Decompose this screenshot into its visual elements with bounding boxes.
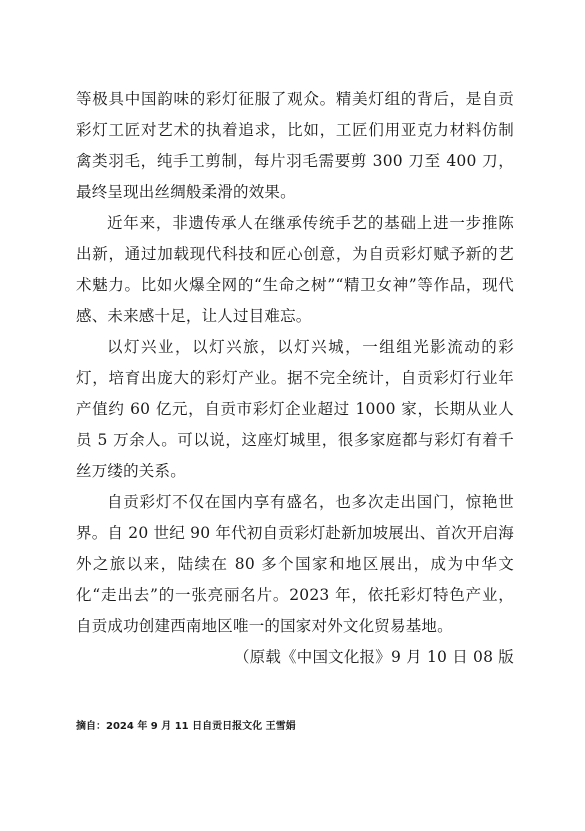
article-paragraph-1: 等极具中国韵味的彩灯征服了观众。精美灯组的背后，是自贡彩灯工匠对艺术的执着追求，比如，工匠们用亚克力材料仿制禽类羽毛，纯手工剪制，每片羽毛需要剪 300 刀至 400 刀，最终呈现出丝绸般柔滑的效果。 — [76, 90, 514, 201]
article-paragraph-3: 以灯兴业，以灯兴旅，以灯兴城，一组组光影流动的彩灯，培育出庞大的彩灯产业。据不完全统计，自贡彩灯行业年产值约 60 亿元，自贡市彩灯企业超过 1000 家，长期从业人员 5 万余人。可以说，这座灯城里，很多家庭都与彩灯有着千丝万缕的关系。 — [76, 338, 514, 480]
source-citation: （原载《中国文化报》9 月 10 日 08 版 — [233, 648, 514, 666]
article-paragraph-4: 自贡彩灯不仅在国内享有盛名，也多次走出国门，惊艳世界。自 20 世纪 90 年代初自贡彩灯赴新加坡展出、首次开启海外之旅以来，陆续在 80 多个国家和地区展出，成为中华文化“走出去”的一张亮丽名片。2023 年，依托彩灯特色产业，自贡成功创建西南地区唯一的国家对外文化贸易基地。 — [76, 493, 514, 635]
article-paragraph-2: 近年来，非遗传承人在继承传统手艺的基础上进一步推陈出新，通过加载现代科技和匠心创意，为自贡彩灯赋予新的艺术魅力。比如火爆全网的“生命之树”“精卫女神”等作品，现代感、未来感十足，让人过目难忘。 — [76, 214, 514, 325]
excerpt-note: 摘自：2024 年 9 月 11 日自贡日报文化 王雪娟 — [76, 721, 296, 732]
article-body — [76, 84, 514, 673]
